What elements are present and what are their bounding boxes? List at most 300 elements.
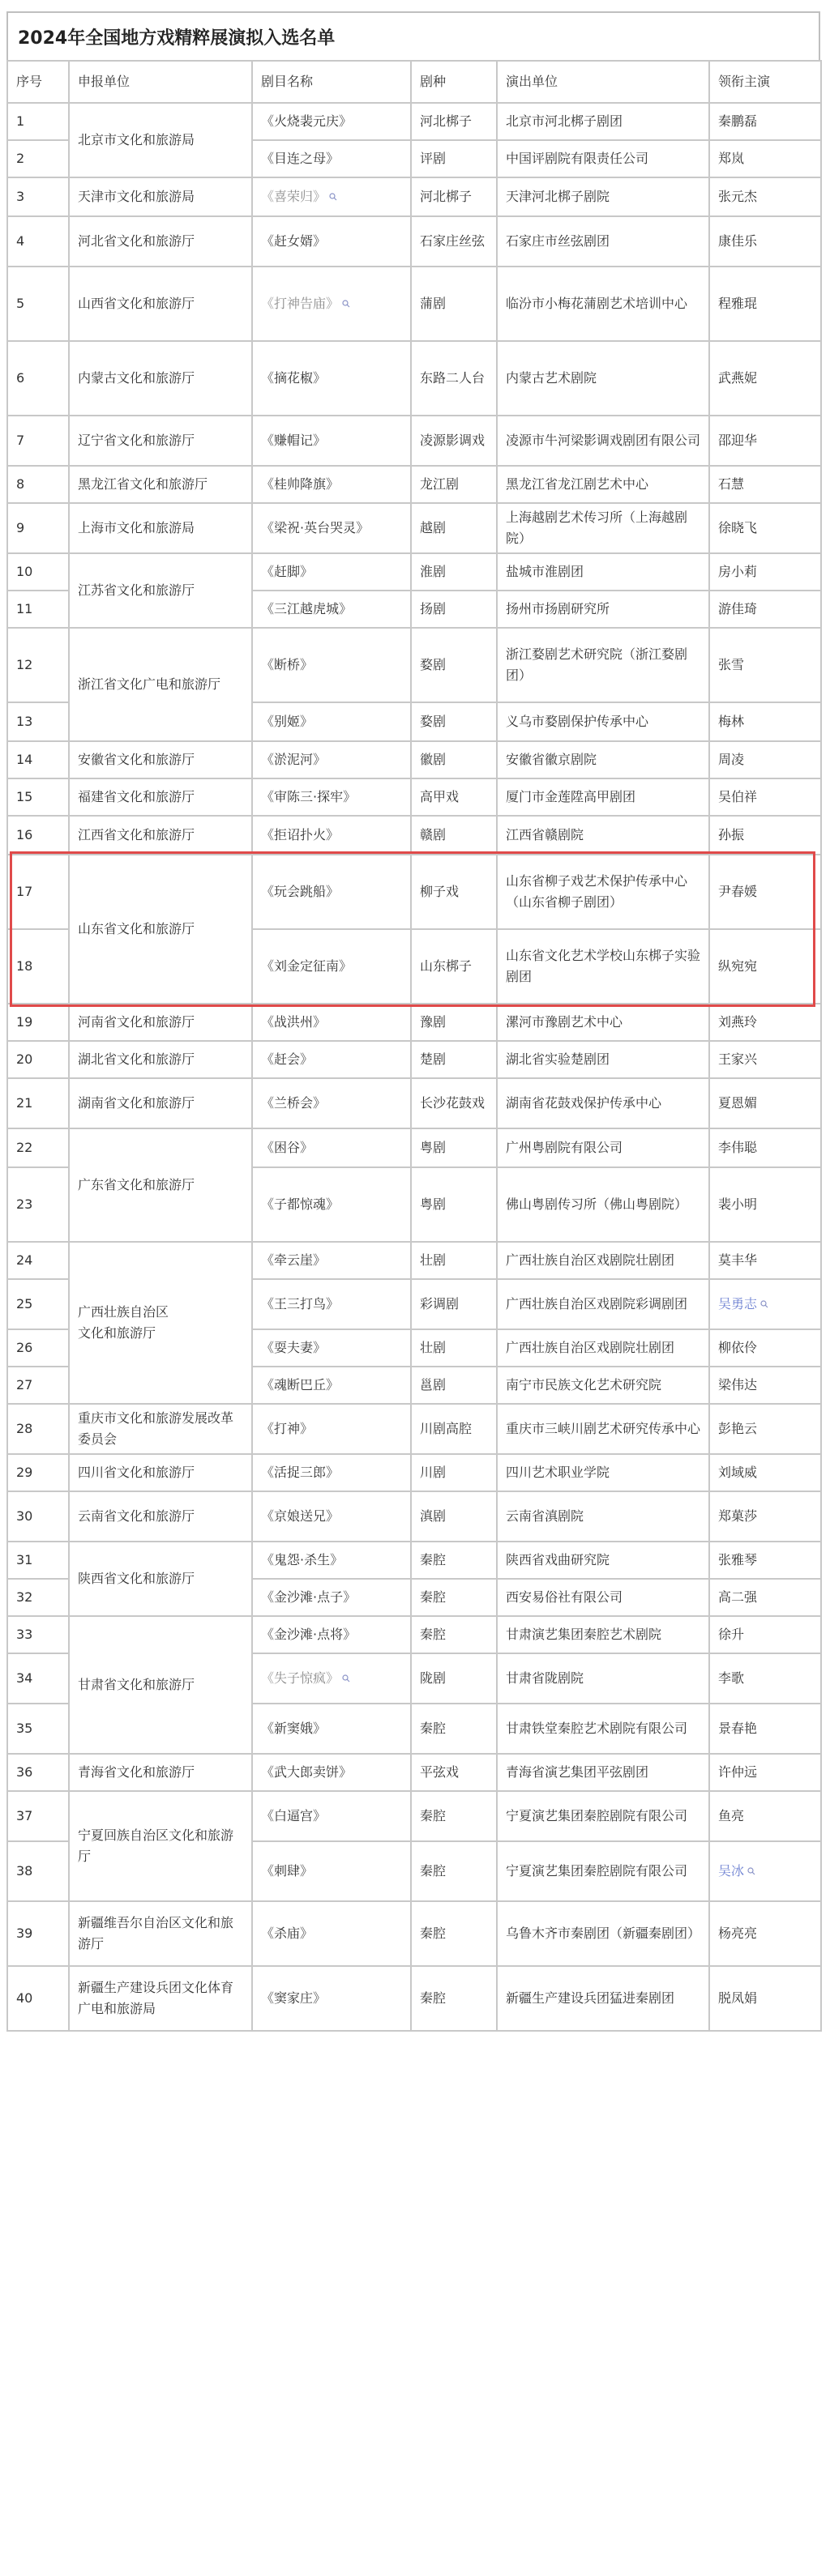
cell-no: 40 <box>7 1966 69 2031</box>
cell-play <box>252 1579 411 1616</box>
cell-lead <box>709 702 821 741</box>
cell-lead <box>709 1754 821 1791</box>
lead-name: 梁伟达 <box>718 1377 758 1392</box>
table-row <box>7 1041 821 1078</box>
cell-no: 7 <box>7 416 69 466</box>
cell-troupe: 湖北省实验楚剧团 <box>497 1041 709 1078</box>
cell-genre: 河北梆子 <box>411 177 497 216</box>
play-title: 《鬼怨·杀生》 <box>261 1552 344 1567</box>
table-row <box>7 778 821 816</box>
lead-name: 裴小明 <box>718 1196 758 1212</box>
cell-genre: 龙江剧 <box>411 466 497 503</box>
cell-no: 18 <box>7 929 69 1004</box>
table-row <box>7 1004 821 1041</box>
cell-play <box>252 466 411 503</box>
lead-name: 刘域威 <box>718 1465 758 1480</box>
cell-troupe: 甘肃演艺集团秦腔艺术剧院 <box>497 1616 709 1653</box>
play-title: 《困谷》 <box>261 1140 314 1155</box>
cell-genre: 淮剧 <box>411 553 497 591</box>
cell-lead <box>709 591 821 628</box>
play-title: 《断桥》 <box>261 657 314 672</box>
cell-applicant: 江西省文化和旅游厅 <box>69 816 252 855</box>
lead-name: 郑岚 <box>718 151 745 166</box>
cell-play <box>252 1329 411 1367</box>
cell-applicant: 青海省文化和旅游厅 <box>69 1754 252 1791</box>
cell-no: 39 <box>7 1901 69 1966</box>
cell-troupe: 四川艺术职业学院 <box>497 1454 709 1491</box>
cell-genre: 越剧 <box>411 503 497 553</box>
cell-troupe: 浙江婺剧艺术研究院（浙江婺剧团） <box>497 628 709 702</box>
table-row <box>7 103 821 140</box>
cell-lead <box>709 103 821 140</box>
cell-lead <box>709 1616 821 1653</box>
play-title: 《刺肆》 <box>261 1863 314 1879</box>
cell-play <box>252 1841 411 1901</box>
play-title: 《窦家庄》 <box>261 1990 327 2006</box>
table-row <box>7 1966 821 2031</box>
cell-lead <box>709 416 821 466</box>
table-row <box>7 503 821 553</box>
lead-name[interactable]: 吴冰 <box>718 1863 745 1879</box>
header-no: 序号 <box>7 61 69 103</box>
cell-applicant: 四川省文化和旅游厅 <box>69 1454 252 1491</box>
cell-genre: 川剧高腔 <box>411 1404 497 1454</box>
cell-troupe: 黑龙江省龙江剧艺术中心 <box>497 466 709 503</box>
lead-name: 高二强 <box>718 1589 758 1605</box>
cell-troupe: 青海省演艺集团平弦剧团 <box>497 1754 709 1791</box>
lead-name: 许仲远 <box>718 1764 758 1780</box>
cell-no: 15 <box>7 778 69 816</box>
play-title: 《武大郎卖饼》 <box>261 1764 353 1780</box>
cell-troupe: 新疆生产建设兵团猛进秦剧团 <box>497 1966 709 2031</box>
lead-name: 石慧 <box>718 476 745 492</box>
lead-name: 孙振 <box>718 827 745 842</box>
lead-name: 吴伯祥 <box>718 789 758 804</box>
cell-troupe: 广西壮族自治区戏剧院彩调剧团 <box>497 1279 709 1329</box>
cell-applicant: 湖南省文化和旅游厅 <box>69 1078 252 1128</box>
cell-no: 16 <box>7 816 69 855</box>
table-row <box>7 1542 821 1579</box>
cell-no: 11 <box>7 591 69 628</box>
cell-lead <box>709 1491 821 1542</box>
cell-no: 36 <box>7 1754 69 1791</box>
cell-troupe: 临汾市小梅花蒲剧艺术培训中心 <box>497 267 709 341</box>
lead-name: 张雅琴 <box>718 1552 758 1567</box>
cell-troupe: 天津河北梆子剧院 <box>497 177 709 216</box>
cell-applicant: 广东省文化和旅游厅 <box>69 1128 252 1242</box>
cell-lead <box>709 267 821 341</box>
cell-genre: 滇剧 <box>411 1491 497 1542</box>
play-title: 《新窦娥》 <box>261 1721 327 1736</box>
cell-applicant: 陕西省文化和旅游厅 <box>69 1542 252 1616</box>
cell-applicant: 内蒙古文化和旅游厅 <box>69 341 252 416</box>
cell-troupe: 云南省滇剧院 <box>497 1491 709 1542</box>
cell-play <box>252 778 411 816</box>
table-row <box>7 1791 821 1841</box>
cell-genre: 豫剧 <box>411 1004 497 1041</box>
cell-no: 35 <box>7 1704 69 1754</box>
cell-no: 37 <box>7 1791 69 1841</box>
cell-lead <box>709 177 821 216</box>
search-icon[interactable] <box>329 186 337 194</box>
cell-genre: 婺剧 <box>411 628 497 702</box>
table-row <box>7 1616 821 1653</box>
cell-applicant: 辽宁省文化和旅游厅 <box>69 416 252 466</box>
cell-genre: 秦腔 <box>411 1841 497 1901</box>
cell-play <box>252 177 411 216</box>
cell-no: 3 <box>7 177 69 216</box>
play-title: 《目连之母》 <box>261 151 340 166</box>
cell-play <box>252 1704 411 1754</box>
play-title: 《赚帽记》 <box>261 433 327 448</box>
cell-genre: 评剧 <box>411 140 497 177</box>
lead-name: 周凌 <box>718 752 745 767</box>
cell-troupe: 南宁市民族文化艺术研究院 <box>497 1367 709 1404</box>
table-row <box>7 341 821 416</box>
table-row <box>7 1491 821 1542</box>
cell-play <box>252 628 411 702</box>
cell-genre: 壮剧 <box>411 1242 497 1279</box>
cell-genre: 柳子戏 <box>411 855 497 929</box>
cell-troupe: 盐城市淮剧团 <box>497 553 709 591</box>
play-title: 《王三打鸟》 <box>261 1296 340 1311</box>
cell-troupe: 广西壮族自治区戏剧院壮剧团 <box>497 1242 709 1279</box>
play-title: 《金沙滩·点将》 <box>261 1627 357 1642</box>
table-row <box>7 1901 821 1966</box>
cell-genre: 川剧 <box>411 1454 497 1491</box>
cell-no: 30 <box>7 1491 69 1542</box>
cell-genre: 高甲戏 <box>411 778 497 816</box>
cell-applicant: 河南省文化和旅游厅 <box>69 1004 252 1041</box>
lead-name: 徐升 <box>718 1627 745 1642</box>
cell-genre: 蒲剧 <box>411 267 497 341</box>
cell-troupe: 中国评剧院有限责任公司 <box>497 140 709 177</box>
play-title[interactable]: 《打神告庙》 <box>261 296 340 311</box>
cell-troupe: 内蒙古艺术剧院 <box>497 341 709 416</box>
table-row <box>7 816 821 855</box>
table-body <box>7 103 821 2031</box>
table-row <box>7 1754 821 1791</box>
cell-lead <box>709 1279 821 1329</box>
cell-play <box>252 1616 411 1653</box>
cell-lead <box>709 1901 821 1966</box>
lead-name: 房小莉 <box>718 564 758 579</box>
lead-name: 武燕妮 <box>718 370 758 386</box>
cell-no: 20 <box>7 1041 69 1078</box>
cell-applicant: 河北省文化和旅游厅 <box>69 216 252 267</box>
cell-genre: 楚剧 <box>411 1041 497 1078</box>
header-genre: 剧种 <box>411 61 497 103</box>
cell-troupe: 广州粤剧院有限公司 <box>497 1128 709 1167</box>
cell-troupe: 石家庄市丝弦剧团 <box>497 216 709 267</box>
cell-play <box>252 1901 411 1966</box>
cell-play <box>252 741 411 778</box>
play-title: 《三江越虎城》 <box>261 601 353 616</box>
cell-no: 22 <box>7 1128 69 1167</box>
cell-play <box>252 1653 411 1704</box>
cell-play <box>252 267 411 341</box>
cell-play <box>252 816 411 855</box>
cell-genre: 秦腔 <box>411 1704 497 1754</box>
cell-play <box>252 1754 411 1791</box>
cell-troupe: 北京市河北梆子剧团 <box>497 103 709 140</box>
table-row <box>7 741 821 778</box>
cell-no: 23 <box>7 1167 69 1242</box>
table-header-row <box>7 61 821 103</box>
cell-play <box>252 1966 411 2031</box>
cell-troupe: 义乌市婺剧保护传承中心 <box>497 702 709 741</box>
lead-name: 邵迎华 <box>718 433 758 448</box>
play-title: 《刘金定征南》 <box>261 958 353 974</box>
cell-applicant: 山西省文化和旅游厅 <box>69 267 252 341</box>
cell-no: 25 <box>7 1279 69 1329</box>
cell-lead <box>709 1653 821 1704</box>
play-title: 《打神》 <box>261 1421 314 1436</box>
search-icon[interactable] <box>747 1861 755 1869</box>
lead-name: 徐晓飞 <box>718 520 758 535</box>
cell-lead <box>709 1704 821 1754</box>
lead-name: 康佳乐 <box>718 233 758 249</box>
cell-applicant: 安徽省文化和旅游厅 <box>69 741 252 778</box>
cell-troupe: 甘肃省陇剧院 <box>497 1653 709 1704</box>
cell-applicant: 重庆市文化和旅游发展改革委员会 <box>69 1404 252 1454</box>
table-row <box>7 855 821 929</box>
cell-no: 34 <box>7 1653 69 1704</box>
cell-play <box>252 1279 411 1329</box>
cell-troupe: 漯河市豫剧艺术中心 <box>497 1004 709 1041</box>
lead-name: 鱼亮 <box>718 1808 745 1823</box>
cell-genre: 秦腔 <box>411 1901 497 1966</box>
cell-troupe: 甘肃铁堂秦腔艺术剧院有限公司 <box>497 1704 709 1754</box>
cell-lead <box>709 216 821 267</box>
play-title: 《耍夫妻》 <box>261 1340 327 1355</box>
cell-lead <box>709 741 821 778</box>
lead-name: 郑菓莎 <box>718 1508 758 1524</box>
cell-troupe: 宁夏演艺集团秦腔剧院有限公司 <box>497 1841 709 1901</box>
lead-name[interactable]: 吴勇志 <box>718 1296 758 1311</box>
play-title: 《拒诏扑火》 <box>261 827 340 842</box>
cell-no: 27 <box>7 1367 69 1404</box>
play-title: 《战洪州》 <box>261 1014 327 1030</box>
cell-lead <box>709 1167 821 1242</box>
cell-play <box>252 103 411 140</box>
cell-lead <box>709 1454 821 1491</box>
table-row <box>7 416 821 466</box>
cell-lead <box>709 1966 821 2031</box>
table-row <box>7 1078 821 1128</box>
table-row <box>7 216 821 267</box>
cell-genre: 婺剧 <box>411 702 497 741</box>
cell-no: 29 <box>7 1454 69 1491</box>
play-title: 《白逼宫》 <box>261 1808 327 1823</box>
cell-genre: 秦腔 <box>411 1966 497 2031</box>
cell-genre: 凌源影调戏 <box>411 416 497 466</box>
cell-troupe: 扬州市扬剧研究所 <box>497 591 709 628</box>
play-title: 《活捉三郎》 <box>261 1465 340 1480</box>
cell-applicant: 云南省文化和旅游厅 <box>69 1491 252 1542</box>
cell-play <box>252 341 411 416</box>
cell-applicant: 天津市文化和旅游局 <box>69 177 252 216</box>
play-title: 《魂断巴丘》 <box>261 1377 340 1392</box>
cell-no: 38 <box>7 1841 69 1901</box>
play-title: 《火烧裴元庆》 <box>261 113 353 129</box>
cell-lead <box>709 1041 821 1078</box>
cell-no: 21 <box>7 1078 69 1128</box>
cell-no: 12 <box>7 628 69 702</box>
cell-no: 10 <box>7 553 69 591</box>
cell-lead <box>709 1542 821 1579</box>
header-applicant: 申报单位 <box>69 61 252 103</box>
cell-play <box>252 553 411 591</box>
cell-play <box>252 140 411 177</box>
play-title: 《赶女婿》 <box>261 233 327 249</box>
cell-genre: 石家庄丝弦 <box>411 216 497 267</box>
cell-genre: 秦腔 <box>411 1542 497 1579</box>
cell-no: 26 <box>7 1329 69 1367</box>
cell-applicant: 浙江省文化广电和旅游厅 <box>69 628 252 741</box>
cell-play <box>252 1078 411 1128</box>
cell-play <box>252 591 411 628</box>
cell-troupe: 宁夏演艺集团秦腔剧院有限公司 <box>497 1791 709 1841</box>
cell-lead <box>709 553 821 591</box>
table-row <box>7 1242 821 1279</box>
header-lead: 领衔主演 <box>709 61 821 103</box>
lead-name: 柳依伶 <box>718 1340 758 1355</box>
cell-play <box>252 702 411 741</box>
play-title: 《赶会》 <box>261 1051 314 1067</box>
lead-name: 王家兴 <box>718 1051 758 1067</box>
cell-play <box>252 416 411 466</box>
lead-name: 景春艳 <box>718 1721 758 1736</box>
cell-genre: 河北梆子 <box>411 103 497 140</box>
cell-lead <box>709 466 821 503</box>
search-icon[interactable] <box>760 1294 768 1302</box>
cell-troupe: 乌鲁木齐市秦剧团（新疆秦剧团） <box>497 1901 709 1966</box>
cell-no: 8 <box>7 466 69 503</box>
lead-name: 杨亮亮 <box>718 1926 758 1941</box>
cell-play <box>252 1004 411 1041</box>
cell-lead <box>709 1329 821 1367</box>
play-title: 《玩会跳船》 <box>261 884 340 899</box>
cell-lead <box>709 1791 821 1841</box>
cell-no: 32 <box>7 1579 69 1616</box>
cell-genre: 山东梆子 <box>411 929 497 1004</box>
cell-play <box>252 1128 411 1167</box>
cell-genre: 彩调剧 <box>411 1279 497 1329</box>
play-title: 《金沙滩·点子》 <box>261 1589 357 1605</box>
cell-troupe: 上海越剧艺术传习所（上海越剧院） <box>497 503 709 553</box>
play-title: 《杀庙》 <box>261 1926 314 1941</box>
table-row <box>7 1454 821 1491</box>
cell-no: 2 <box>7 140 69 177</box>
cell-lead <box>709 1128 821 1167</box>
cell-applicant: 福建省文化和旅游厅 <box>69 778 252 816</box>
lead-name: 尹春媛 <box>718 884 758 899</box>
play-title: 《子都惊魂》 <box>261 1196 340 1212</box>
cell-play <box>252 1167 411 1242</box>
cell-troupe: 凌源市牛河梁影调戏剧团有限公司 <box>497 416 709 466</box>
nominee-table <box>6 60 822 2032</box>
cell-applicant: 湖北省文化和旅游厅 <box>69 1041 252 1078</box>
play-title[interactable]: 《失子惊疯》 <box>261 1670 340 1686</box>
play-title: 《摘花椒》 <box>261 370 327 386</box>
cell-applicant: 宁夏回族自治区文化和旅游厅 <box>69 1791 252 1901</box>
cell-play <box>252 1454 411 1491</box>
cell-no: 6 <box>7 341 69 416</box>
play-title: 《梁祝·英台哭灵》 <box>261 520 370 535</box>
search-icon[interactable] <box>342 293 350 301</box>
table-row <box>7 177 821 216</box>
cell-no: 28 <box>7 1404 69 1454</box>
play-title: 《兰桥会》 <box>261 1095 327 1111</box>
cell-troupe: 重庆市三峡川剧艺术研究传承中心 <box>497 1404 709 1454</box>
cell-applicant: 广西壮族自治区 文化和旅游厅 <box>69 1242 252 1404</box>
cell-no: 19 <box>7 1004 69 1041</box>
cell-lead <box>709 855 821 929</box>
lead-name: 张雪 <box>718 657 745 672</box>
cell-applicant: 黑龙江省文化和旅游厅 <box>69 466 252 503</box>
cell-genre: 邕剧 <box>411 1367 497 1404</box>
cell-applicant: 江苏省文化和旅游厅 <box>69 553 252 628</box>
cell-applicant: 新疆维吾尔自治区文化和旅游厅 <box>69 1901 252 1966</box>
search-icon[interactable] <box>342 1668 350 1676</box>
cell-genre: 平弦戏 <box>411 1754 497 1791</box>
cell-lead <box>709 140 821 177</box>
cell-troupe: 山东省柳子戏艺术保护传承中心（山东省柳子剧团） <box>497 855 709 929</box>
cell-lead <box>709 1841 821 1901</box>
cell-genre: 秦腔 <box>411 1616 497 1653</box>
lead-name: 李歌 <box>718 1670 745 1686</box>
lead-name: 夏恩媚 <box>718 1095 758 1111</box>
play-title[interactable]: 《喜荣归》 <box>261 189 327 204</box>
header-troupe: 演出单位 <box>497 61 709 103</box>
cell-no: 31 <box>7 1542 69 1579</box>
cell-applicant: 上海市文化和旅游局 <box>69 503 252 553</box>
cell-no: 17 <box>7 855 69 929</box>
cell-play <box>252 1542 411 1579</box>
cell-genre: 徽剧 <box>411 741 497 778</box>
lead-name: 脱凤娟 <box>718 1990 758 2006</box>
cell-troupe: 安徽省徽京剧院 <box>497 741 709 778</box>
cell-genre: 粤剧 <box>411 1167 497 1242</box>
lead-name: 梅林 <box>718 714 745 729</box>
page-title: 2024年全国地方戏精粹展演拟入选名单 <box>6 11 820 60</box>
table-row <box>7 466 821 503</box>
cell-genre: 赣剧 <box>411 816 497 855</box>
play-title: 《赶脚》 <box>261 564 314 579</box>
cell-genre: 长沙花鼓戏 <box>411 1078 497 1128</box>
play-title: 《别姬》 <box>261 714 314 729</box>
cell-no: 4 <box>7 216 69 267</box>
cell-lead <box>709 1078 821 1128</box>
cell-lead <box>709 1579 821 1616</box>
table-row <box>7 1128 821 1167</box>
cell-play <box>252 1791 411 1841</box>
table-row <box>7 553 821 591</box>
cell-play <box>252 1242 411 1279</box>
cell-troupe: 广西壮族自治区戏剧院壮剧团 <box>497 1329 709 1367</box>
cell-genre: 秦腔 <box>411 1791 497 1841</box>
cell-lead <box>709 1004 821 1041</box>
cell-lead <box>709 1367 821 1404</box>
cell-no: 13 <box>7 702 69 741</box>
lead-name: 秦鹏磊 <box>718 113 758 129</box>
play-title: 《牵云崖》 <box>261 1252 327 1268</box>
cell-troupe: 江西省赣剧院 <box>497 816 709 855</box>
cell-play <box>252 1041 411 1078</box>
cell-genre: 东路二人台 <box>411 341 497 416</box>
cell-lead <box>709 628 821 702</box>
